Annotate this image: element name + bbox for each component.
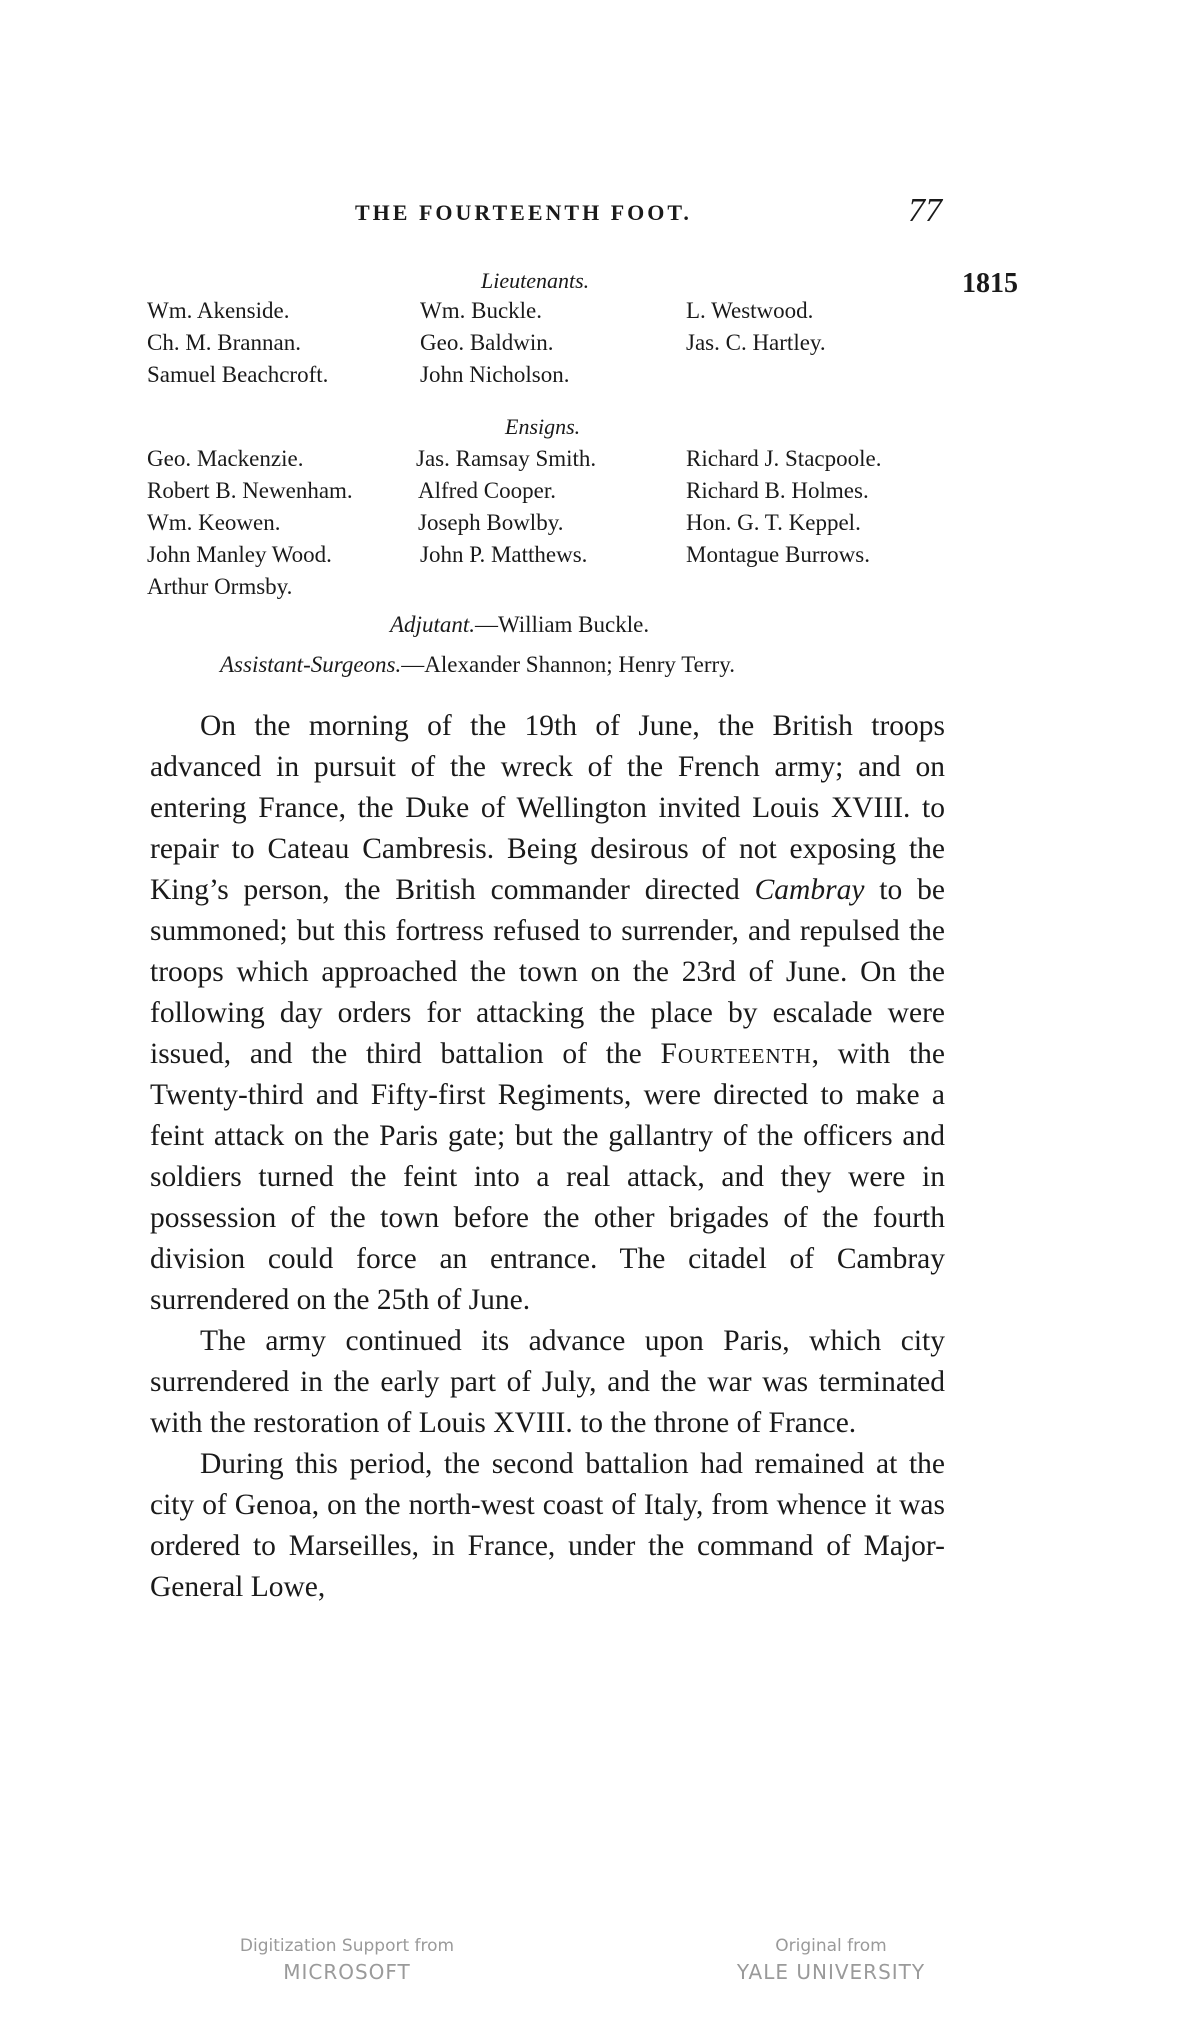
italic-place-name: Cambray: [754, 874, 865, 906]
roster-name: Montague Burrows.: [686, 542, 870, 567]
digitization-credit: [212, 1936, 482, 1984]
roster-name: Wm. Akenside.: [147, 298, 290, 323]
roster-name: Wm. Buckle.: [420, 298, 542, 323]
roster-name: Robert B. Newenham.: [147, 478, 353, 503]
page-number: 77: [908, 192, 942, 229]
roster-name: Ch. M. Brannan.: [147, 330, 301, 355]
surgeons-line: [220, 652, 735, 678]
credit-source: MICROSOFT: [283, 1960, 411, 1984]
roster-name: Hon. G. T. Keppel.: [686, 510, 861, 535]
adjutant-name: —William Buckle.: [474, 612, 650, 637]
roster-name: Geo. Mackenzie.: [147, 446, 304, 471]
surgeons-label: Assistant-Surgeons.: [220, 652, 402, 677]
roster-name: John Nicholson.: [420, 362, 570, 387]
lieutenants-heading: Lieutenants.: [481, 268, 590, 293]
roster-name: Arthur Ormsby.: [147, 574, 293, 599]
paragraph: During this period, the second battalion had remained at the city of Genoa, on the north-west coast of Italy, from whence it was ordered to Marseilles, in France, under the command of Major-General Lowe,: [150, 1448, 945, 1603]
roster-name: Jas. Ramsay Smith.: [416, 446, 597, 471]
credit-caption: Original from: [775, 1936, 887, 1956]
roster-name: Geo. Baldwin.: [420, 330, 554, 355]
roster-name: John P. Matthews.: [420, 542, 588, 567]
adjutant-label: Adjutant.: [390, 612, 475, 637]
margin-year: 1815: [962, 268, 1018, 299]
roster-name: L. Westwood.: [686, 298, 814, 323]
original-credit: [716, 1936, 946, 1984]
roster-name: Alfred Cooper.: [418, 478, 556, 503]
roster-name: Wm. Keowen.: [147, 510, 281, 535]
roster-name: Jas. C. Hartley.: [686, 330, 826, 355]
ensigns-heading: Ensigns.: [505, 414, 581, 439]
paragraph: The army continued its advance upon Paris, which city surrendered in the early part of July, and the war was terminated with the restoration of Louis XVIII. to the throne of France.: [150, 1325, 945, 1439]
roster-name: Richard B. Holmes.: [686, 478, 869, 503]
roster-name: Richard J. Stacpoole.: [686, 446, 882, 471]
body-text: [150, 706, 945, 1608]
roster-name: Samuel Beachcroft.: [147, 362, 329, 387]
roster-name: Joseph Bowlby.: [418, 510, 564, 535]
paragraph-text: to be summoned; but this fortress refused to surrender, and repulsed the troops which approached the town on the 23rd of June. On the following day orders for attacking the place by escalade were issued, and the third battalion of the: [150, 874, 945, 1070]
credit-caption: Digitization Support from: [239, 1936, 455, 1956]
running-head: THE FOURTEENTH FOOT.: [355, 200, 692, 225]
regiment-name: Fourteenth: [660, 1038, 812, 1070]
credit-source: YALE UNIVERSITY: [736, 1960, 926, 1984]
paragraph-text: On the morning of the 19th of June, the British troops advanced in pursuit of the wreck of the French army; and on entering France, the Duke of Wellington invited Louis XVIII. to repair to Cateau Cambresis. Being desirous of not exposing the King’s person, the British commander directed: [150, 710, 945, 906]
roster-name: John Manley Wood.: [147, 542, 332, 567]
paragraph: [150, 706, 945, 1321]
surgeons-names: —Alexander Shannon; Henry Terry.: [401, 652, 735, 677]
paragraph-text: , with the Twenty-third and Fifty-first Regiments, were directed to make a feint attack on the Paris gate; but the gallantry of the officers and soldiers turned the feint into a real attack, and they were in possession of the town before the other brigades of the fourth division could force an entrance. The citadel of Cambray surrendered on the 25th of June.: [150, 1038, 945, 1316]
adjutant-line: [390, 612, 649, 638]
